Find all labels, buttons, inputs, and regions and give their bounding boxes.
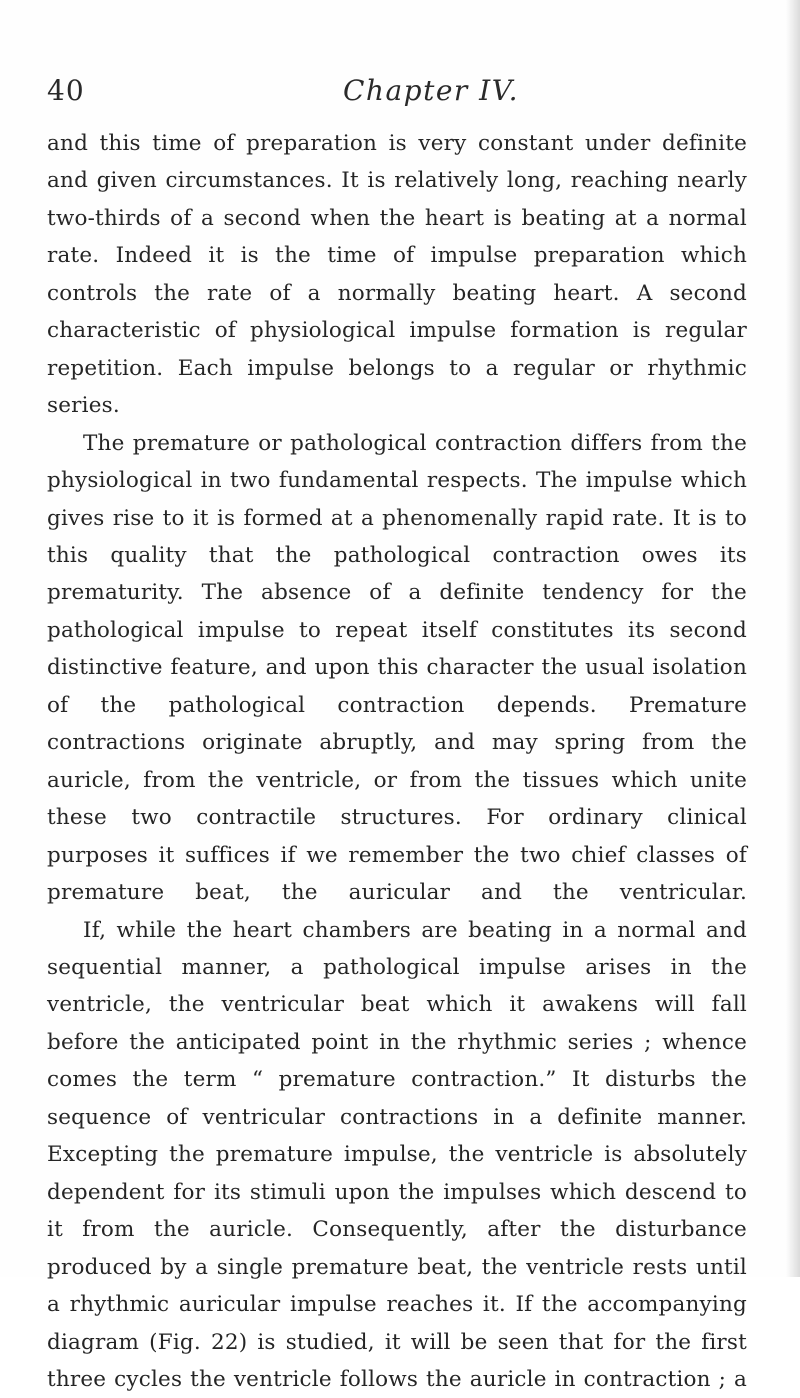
paragraph-continued: and this time of preparation is very constant under definite and given circumstances. It is relatively long, reaching nearly two-thirds of a second when the heart is beating at a normal rate. Indeed it is the time of impulse preparation which controls the rate of a normally beating heart. A second characteristic of physiological impulse formation is regular repetition. Each impulse belongs to a regular or rhythmic series. — [47, 131, 747, 419]
body-text — [47, 125, 747, 1398]
paragraph-premature-contraction: The premature or pathological contraction differs from the physiological in two fundamental respects. The impulse which gives rise to it is formed at a phenomenally rapid rate. It is to this quality that the pathological contraction owes its prematurity. The absence of a definite tendency for the pathological impulse to repeat itself constitutes its second distinctive feature, and upon this character the usual isolation of the pathological contraction depends. Premature contractions originate abruptly, and may spring from the auricle, from the ventricle, or from the tissues which unite these two contractile structures. For ordinary clinical purposes it suffices if we remember the two chief classes of premature beat, the auricular and the ventricular. — [47, 430, 747, 906]
page-edge-shadow — [786, 0, 800, 1277]
paragraph-ventricular-premature-beat: If, while the heart chambers are beating in a normal and sequential manner, a pathological impulse arises in the ventricle, the ventricular beat which it awakens will fall before the anticipated point in the rhythmic series ; whence comes the term “ premature contraction.” It disturbs the sequence of ventricular contractions in a definite manner. Excepting the premature impulse, the ventricle is absolutely dependent for its stimuli upon the impulses which descend to it from the auricle. Consequently, after the disturbance produced by a single premature beat, the ventricle rests until a rhythmic auricular impulse reaches it. If the accompanying diagram (Fig. 22) is studied, it will be seen that for the first three cycles the ventricle follows the auricle in contraction ; a — [47, 917, 747, 1392]
page-number: 40 — [47, 74, 85, 107]
running-head: Chapter IV. — [343, 74, 519, 107]
page-header — [47, 68, 747, 112]
